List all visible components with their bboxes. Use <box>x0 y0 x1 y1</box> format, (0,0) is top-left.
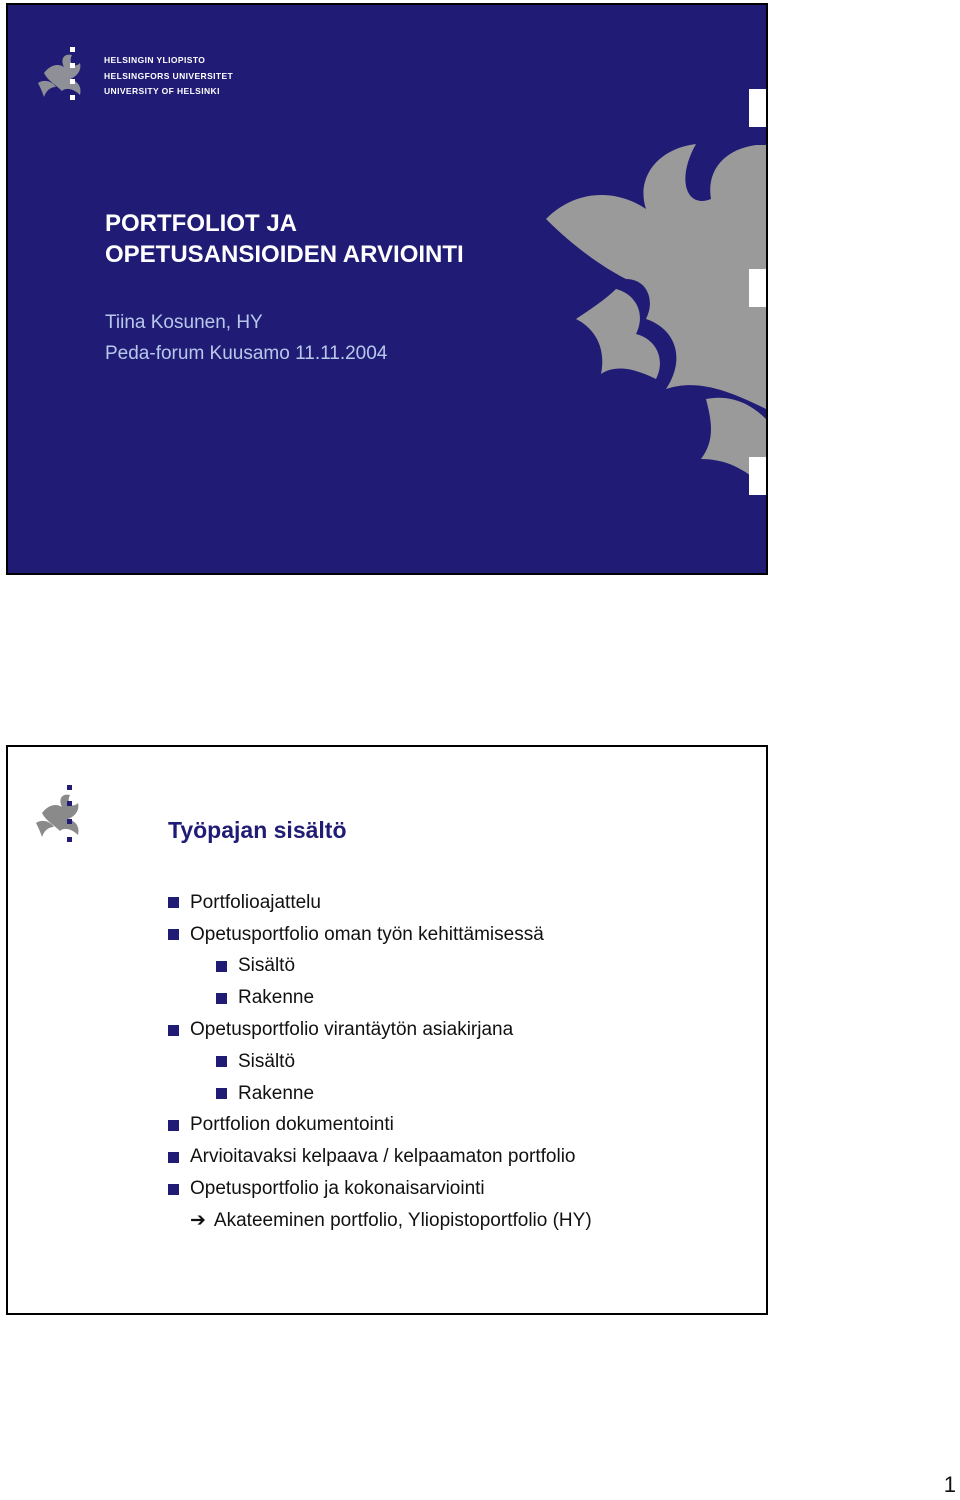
slide-title: Työpajan sisältö <box>168 817 347 843</box>
list-item: Opetusportfolio ja kokonaisarviointi <box>168 1173 592 1205</box>
bullet-square-icon <box>216 961 227 972</box>
bullet-square-icon <box>216 1056 227 1067</box>
presenter-name: Tiina Kosunen, HY <box>105 312 263 333</box>
list-item: Arvioitavaksi kelpaava / kelpaamaton portfolio <box>168 1141 592 1173</box>
title-slide <box>6 3 768 575</box>
sub-list-item: Rakenne <box>168 1078 592 1110</box>
arrow-list-item: ➔ Akateeminen portfolio, Yliopistoportfolio (HY) <box>190 1209 592 1232</box>
title-line-1: PORTFOLIOT JA <box>105 210 297 237</box>
arrow-right-icon: ➔ <box>190 1210 206 1232</box>
sub-list-item: Sisältö <box>168 951 592 983</box>
page-number: 1 <box>943 1472 956 1497</box>
bullet-square-icon <box>168 1120 179 1131</box>
presentation-title <box>105 208 464 270</box>
university-flame-logo-icon <box>36 783 100 847</box>
bullet-square-icon <box>168 1025 179 1036</box>
university-name-sv: HELSINGFORS UNIVERSITET <box>104 70 234 81</box>
sub-list-item: Rakenne <box>168 982 592 1014</box>
university-flame-logo-icon <box>36 43 106 109</box>
bullet-square-icon <box>168 929 179 940</box>
bullet-square-icon <box>168 1184 179 1195</box>
university-name-fi: HELSINGIN YLIOPISTO <box>104 55 206 65</box>
list-item: Opetusportfolio oman työn kehittämisessä <box>168 919 592 951</box>
agenda-slide <box>6 745 768 1315</box>
bullet-square-icon <box>216 993 227 1004</box>
university-name-en: UNIVERSITY OF HELSINKI <box>104 86 220 96</box>
agenda-list <box>168 887 592 1237</box>
event-info: Peda-forum Kuusamo 11.11.2004 <box>105 343 388 364</box>
bullet-square-icon <box>216 1088 227 1099</box>
list-item: Opetusportfolio virantäytön asiakirjana <box>168 1014 592 1046</box>
university-name <box>104 53 233 100</box>
title-line-2: OPETUSANSIOIDEN ARVIOINTI <box>105 241 464 268</box>
bullet-square-icon <box>168 1152 179 1163</box>
bullet-square-icon <box>168 897 179 908</box>
list-item: Portfolion dokumentointi <box>168 1110 592 1142</box>
large-flame-icon <box>506 89 766 499</box>
list-item: Portfolioajattelu <box>168 887 592 919</box>
sub-list-item: Sisältö <box>168 1046 592 1078</box>
